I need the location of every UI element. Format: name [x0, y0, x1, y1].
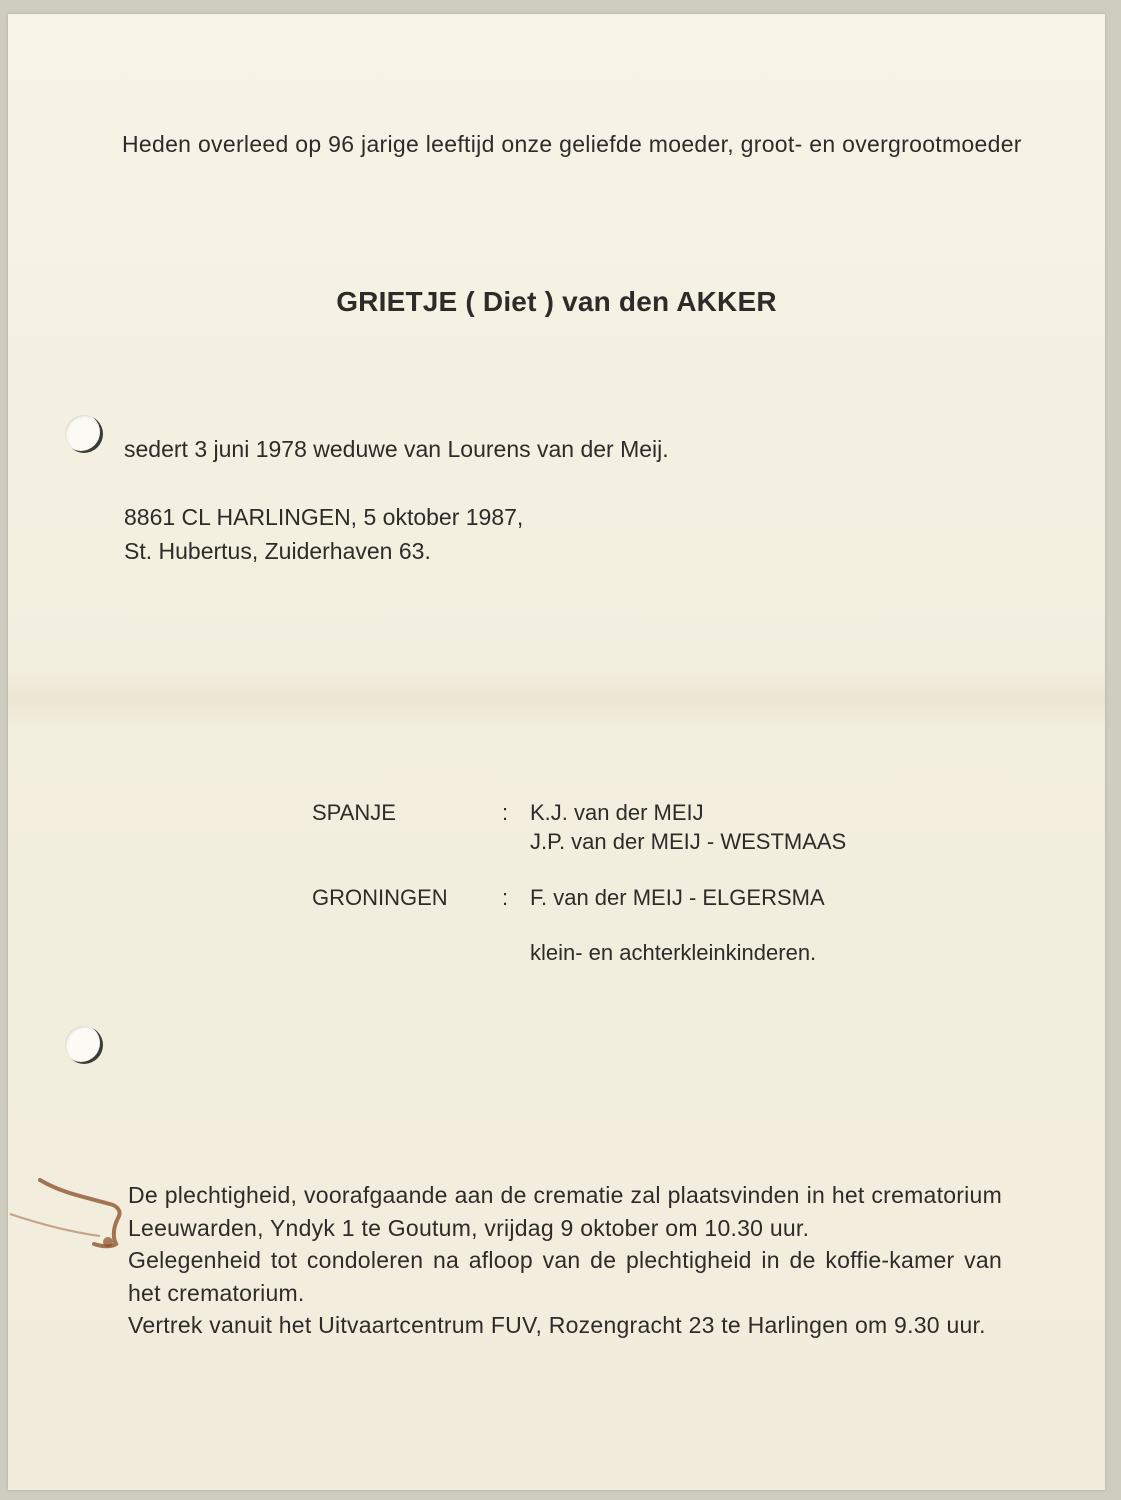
memorial-card	[8, 14, 1105, 1490]
place-date-address	[124, 500, 523, 568]
relative-group	[312, 798, 846, 856]
relative-place: GRONINGEN	[312, 885, 448, 910]
ceremony-paragraph: De plechtigheid, voorafgaande aan de crematie zal plaatsvinden in het crematorium Leeuwarden, Yndyk 1 te Goutum, vrijdag 9 oktober om 10.30 uur.	[128, 1182, 1002, 1241]
punch-hole-bottom	[65, 1026, 103, 1064]
grandchildren-line: klein- en achterkleinkinderen.	[530, 940, 817, 965]
departure-paragraph: Vertrek vanuit het Uitvaartcentrum FUV, Rozengracht 23 te Harlingen om 9.30 uur.	[128, 1312, 986, 1338]
paper-fold	[8, 669, 1105, 729]
relative-place: SPANJE	[312, 800, 396, 825]
widow-line: sedert 3 juni 1978 weduwe van Lourens van der Meij.	[124, 436, 669, 462]
punch-hole-top	[65, 415, 103, 453]
relative-names	[530, 798, 846, 856]
ceremony-details	[128, 1179, 1002, 1342]
relatives-list	[312, 798, 846, 967]
intro-text: Heden overleed op 96 jarige leeftijd onze geliefde moeder, groot- en overgrootmoeder	[122, 131, 1022, 157]
relative-name: J.P. van der MEIJ - WESTMAAS	[530, 829, 847, 854]
address-line-2: St. Hubertus, Zuiderhaven 63.	[124, 538, 431, 564]
deceased-name: GRIETJE ( Diet ) van den AKKER	[336, 286, 777, 317]
relative-name: F. van der MEIJ - ELGERSMA	[530, 885, 825, 910]
condolence-paragraph: Gelegenheid tot condoleren na afloop van de plechtigheid in de koffie-kamer van het crematorium.	[128, 1247, 1002, 1306]
separator: :	[502, 800, 509, 825]
rust-stain	[0, 1174, 140, 1264]
address-line-1: 8861 CL HARLINGEN, 5 oktober 1987,	[124, 504, 524, 530]
separator: :	[502, 885, 509, 910]
relative-group	[312, 883, 846, 912]
relative-names	[530, 883, 825, 912]
relative-name: K.J. van der MEIJ	[530, 800, 704, 825]
